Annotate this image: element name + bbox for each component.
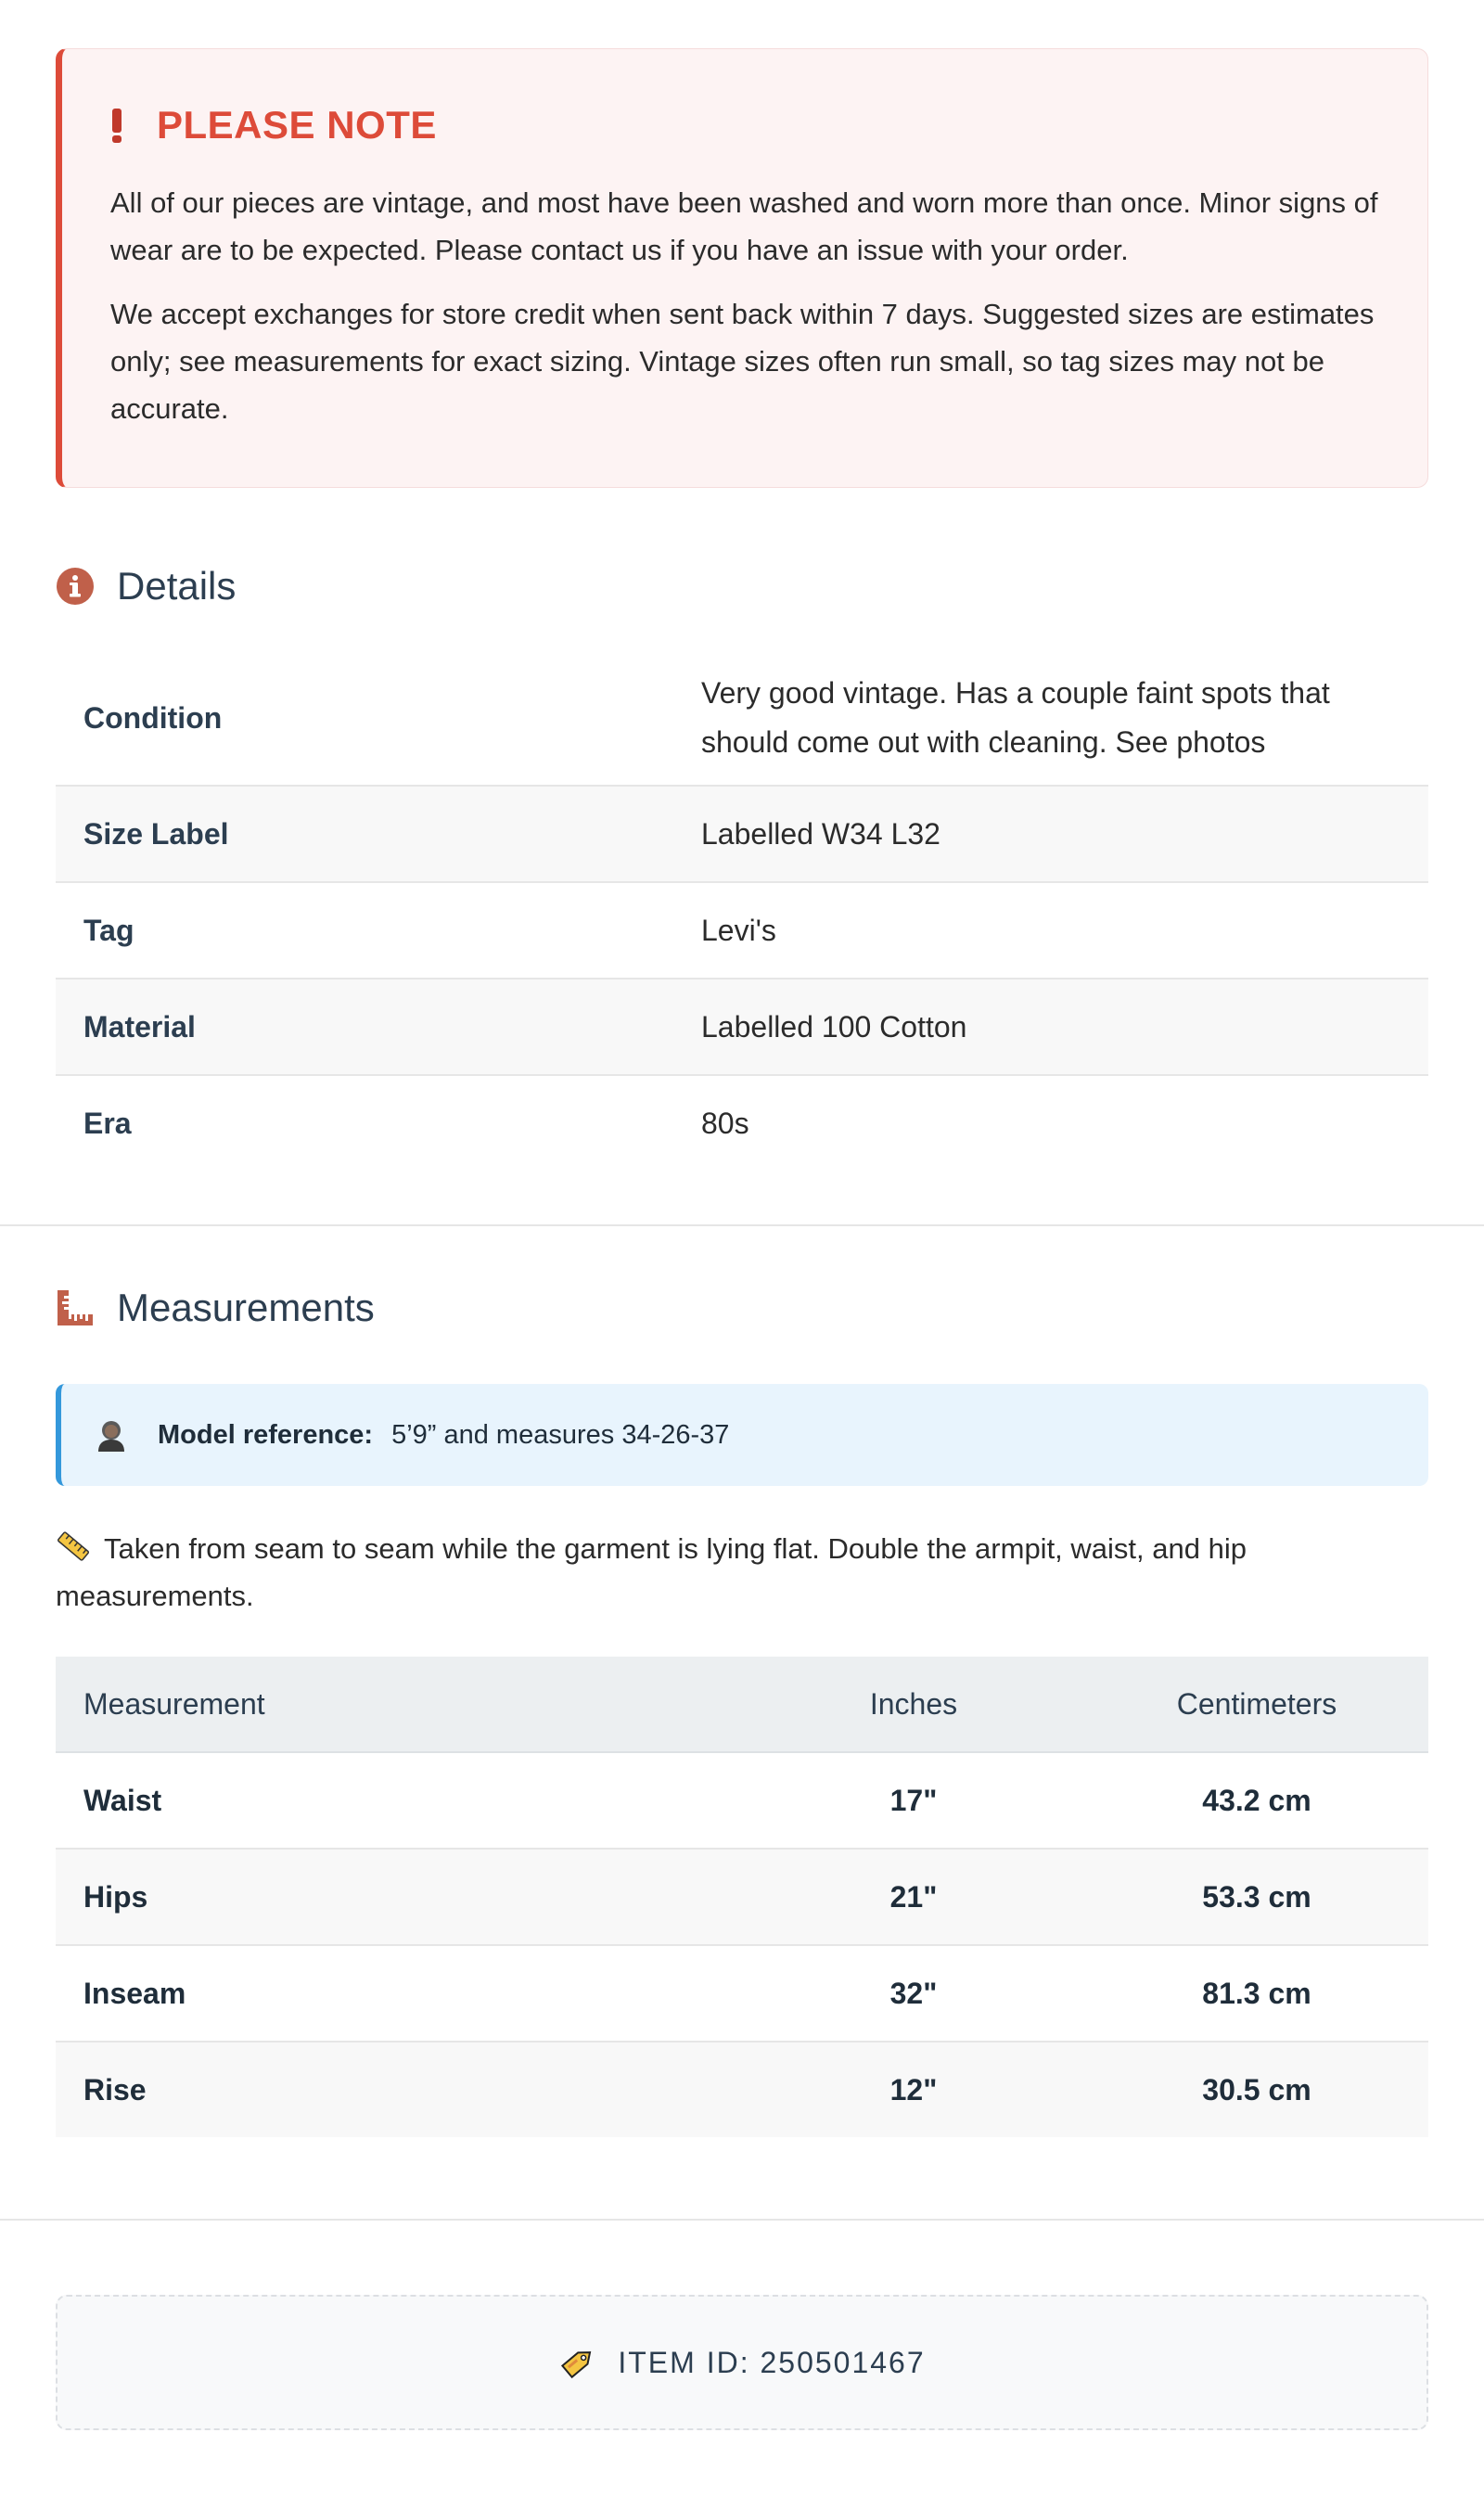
ruler-icon — [56, 1288, 95, 1327]
please-note-notice — [56, 48, 1428, 488]
measurement-cm: 43.2 cm — [1085, 1752, 1428, 1849]
person-icon — [93, 1416, 130, 1453]
item-id-box — [56, 2295, 1428, 2430]
table-header-row — [56, 1657, 1428, 1752]
exclamation-icon — [110, 107, 129, 144]
measurement-cm: 81.3 cm — [1085, 1945, 1428, 2042]
measurements-table — [56, 1657, 1428, 2137]
model-reference-callout — [56, 1384, 1428, 1486]
measurement-name: Waist — [56, 1752, 742, 1849]
section-divider — [0, 2219, 1484, 2221]
details-heading — [56, 558, 1428, 614]
tag-icon — [558, 2343, 597, 2382]
info-circle-icon — [56, 567, 95, 606]
detail-value: 80s — [701, 1106, 749, 1140]
table-row — [56, 1752, 1428, 1849]
notice-title: PLEASE NOTE — [157, 103, 437, 147]
model-reference-label: Model reference: — [158, 1419, 374, 1450]
detail-label: Era — [83, 1106, 132, 1140]
table-row — [56, 2042, 1428, 2137]
table-row — [56, 979, 1428, 1075]
section-title: Measurements — [117, 1286, 375, 1329]
table-row — [56, 1849, 1428, 1945]
column-header: Measurement — [56, 1657, 742, 1752]
item-id-text: ITEM ID: 250501467 — [618, 2345, 926, 2379]
section-divider — [0, 1224, 1484, 1226]
notice-paragraph: We accept exchanges for store credit when sent back within 7 days. Suggested sizes are estimates only; see measurements for exact sizing. Vintage sizes often run small, so tag sizes may not be accurate. — [110, 298, 1375, 425]
detail-value: Very good vintage. Has a couple faint spots that should come out with cleaning. See photos — [673, 651, 1428, 786]
detail-value: Levi's — [673, 882, 1428, 979]
measurement-name: Rise — [56, 2042, 742, 2137]
measurement-inches: 12" — [742, 2042, 1085, 2137]
details-table — [56, 651, 1428, 1171]
detail-value: Labelled 100 Cotton — [673, 979, 1428, 1075]
detail-label: Tag — [56, 882, 673, 979]
column-header: Centimeters — [1085, 1657, 1428, 1752]
detail-label: Size Label — [56, 786, 673, 882]
measurement-name: Hips — [56, 1849, 742, 1945]
column-header: Inches — [742, 1657, 1085, 1752]
measurement-note — [56, 1525, 1428, 1620]
notice-paragraph: All of our pieces are vintage, and most have been washed and worn more than once. Minor signs of wear are to be expected. Please contact us if you have an issue with your order. — [110, 186, 1378, 266]
detail-label: Condition — [56, 651, 673, 786]
measurement-inches: 21" — [742, 1849, 1085, 1945]
measurements-heading — [56, 1280, 1428, 1336]
section-title: Details — [117, 564, 237, 608]
table-row — [56, 882, 1428, 979]
table-row — [56, 651, 1428, 786]
measurement-note-text: Taken from seam to seam while the garment is lying flat. Double the armpit, waist, and hip measurements. — [56, 1532, 1247, 1612]
measurement-cm: 53.3 cm — [1085, 1849, 1428, 1945]
table-row — [56, 786, 1428, 882]
detail-label: Material — [56, 979, 673, 1075]
measurement-name: Inseam — [56, 1945, 742, 2042]
measurement-inches: 32" — [742, 1945, 1085, 2042]
table-row — [56, 1075, 1428, 1171]
detail-value: Labelled W34 L32 — [673, 786, 1428, 882]
table-row — [56, 1945, 1428, 2042]
pencil-ruler-icon — [56, 1529, 91, 1564]
model-reference-value: 5’9” and measures 34-26-37 — [391, 1419, 730, 1450]
measurement-inches: 17" — [742, 1752, 1085, 1849]
measurement-cm: 30.5 cm — [1085, 2042, 1428, 2137]
